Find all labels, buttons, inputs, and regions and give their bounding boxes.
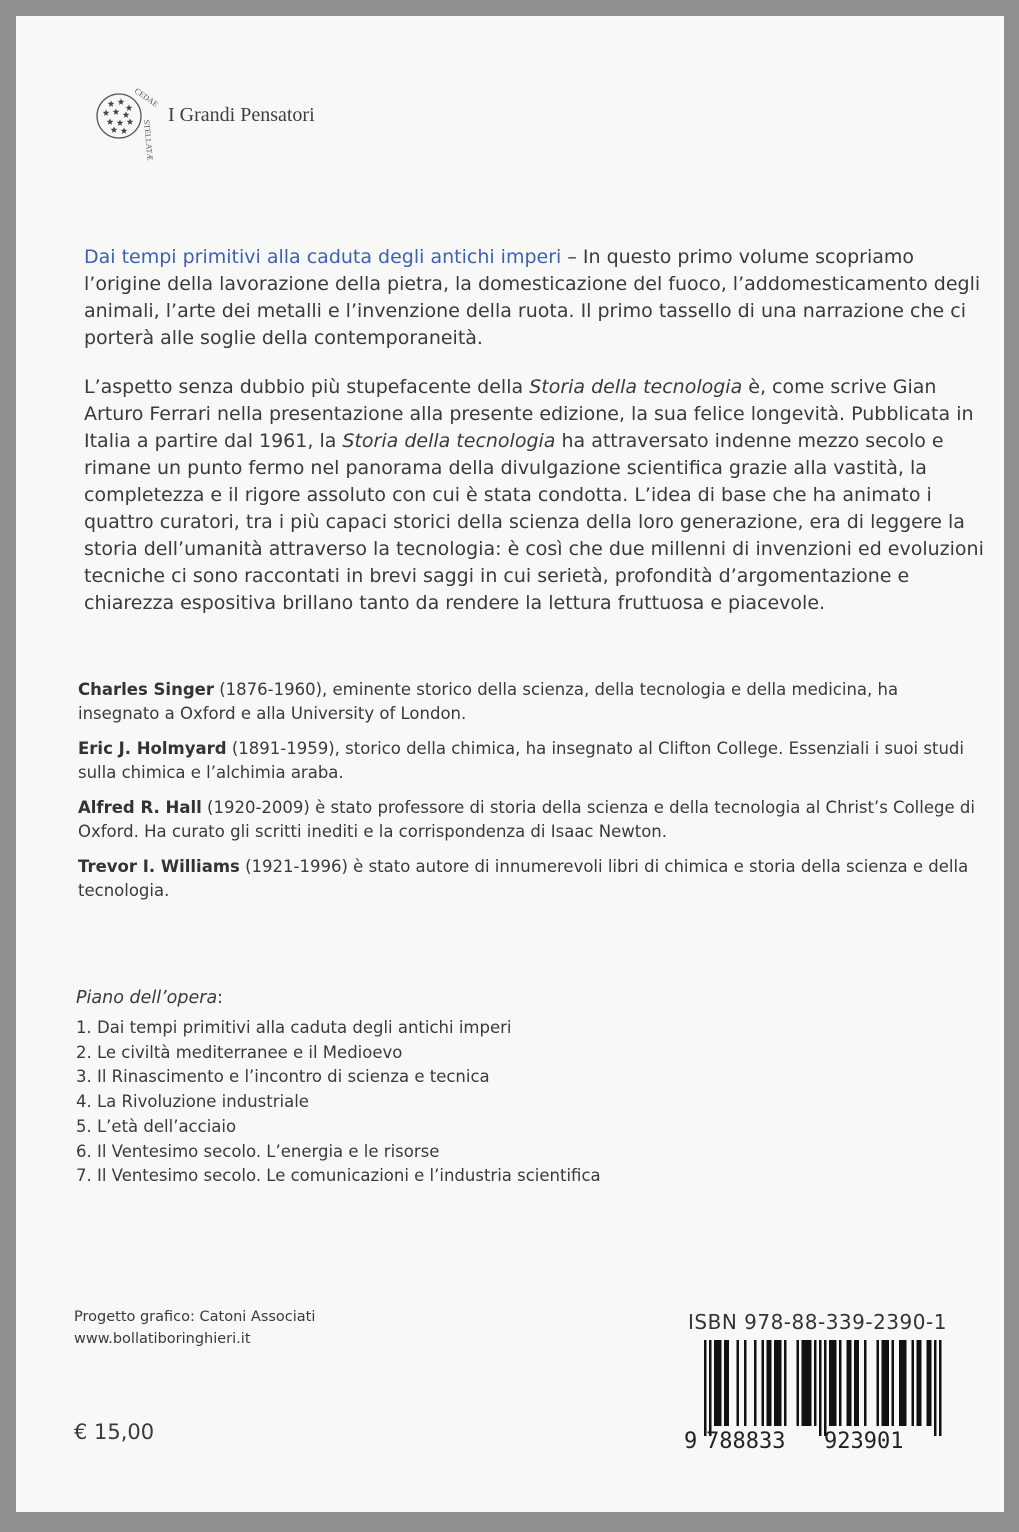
barcode-bar	[779, 1340, 782, 1426]
barcode-bar	[724, 1340, 727, 1426]
barcode-bar	[929, 1340, 932, 1426]
author-bio	[78, 737, 978, 785]
barcode-bar	[849, 1340, 852, 1426]
star-icon	[126, 104, 133, 111]
desc-part-3: ha attraversato indenne mezzo secolo e rimane un punto fermo nel panorama della divulgazione scientifica grazie alla vastità, la completezza e il rigore assoluto con cui è stata condotta. L’idea di base che ha animato i quattro curatori, tra i più capaci storici della scienza della loro generazione, era di leggere la storia dell’umanità attraverso la tecnologia: è così che due millenni di invenzioni ed evoluzioni tecniche ci sono raccontati in brevi saggi in cui serietà, profondità d’argomentazione e chiarezza espositiva brillano tanto da rendere la lettura fruttuosa e piacevole.	[84, 430, 984, 614]
barcode-bar	[927, 1340, 930, 1426]
author-bio	[78, 796, 978, 844]
barcode-bar	[839, 1340, 842, 1426]
star-icon	[127, 118, 134, 125]
barcode-bar	[847, 1340, 850, 1426]
list-item: 7. Il Ventesimo secolo. Le comunicazioni e l’industria scientifica	[76, 1166, 601, 1186]
author-bios	[78, 678, 978, 914]
publisher-logo	[86, 80, 160, 161]
credits	[74, 1306, 315, 1350]
work-title-2: Storia della tecnologia	[342, 430, 556, 452]
list-item: 3. Il Rinascimento e l’incontro di scienza e tecnica	[76, 1067, 490, 1087]
isbn-label: ISBN 978-88-339-2390-1	[688, 1310, 947, 1334]
plan-title-text: Piano dell’opera	[76, 988, 218, 1008]
barcode-bar	[829, 1340, 832, 1426]
author-name: Alfred R. Hall	[78, 798, 202, 817]
barcode-bar	[934, 1340, 937, 1436]
star-icon	[118, 98, 125, 105]
list-item: 4. La Rivoluzione industriale	[76, 1092, 309, 1112]
barcode-bar	[902, 1340, 905, 1426]
barcode-bar	[877, 1340, 880, 1426]
barcode-bar	[939, 1340, 942, 1436]
barcode-bar	[864, 1340, 867, 1426]
barcode-digit-first: 9	[684, 1429, 698, 1454]
volume-list	[76, 1016, 976, 1189]
desc-part-1: L’aspetto senza dubbio più stupefacente della	[84, 376, 530, 398]
barcode-bar	[774, 1340, 777, 1426]
author-bio-text: (1920-2009) è stato professore di storia della scienza e della tecnologia al Christ’s College di Oxford. Ha curato gli scritti inediti e la corrispondenza di Isaac Newton.	[78, 798, 975, 841]
barcode-bar	[754, 1340, 757, 1426]
barcode-bar	[824, 1340, 827, 1436]
barcode-bar	[904, 1340, 907, 1426]
book-back-cover	[16, 16, 1004, 1512]
barcode-bar	[737, 1340, 740, 1426]
barcode-bar	[832, 1340, 835, 1426]
barcode-bar	[717, 1340, 720, 1426]
barcode-bar	[719, 1340, 722, 1426]
barcode-bar	[857, 1340, 860, 1426]
barcode-bar	[917, 1340, 920, 1426]
barcode-bar	[767, 1340, 770, 1426]
barcode-bar	[769, 1340, 772, 1426]
barcode-bar	[802, 1340, 805, 1426]
list-item: 1. Dai tempi primitivi alla caduta degli antichi imperi	[76, 1018, 512, 1037]
svg-text:STELLATÆ: STELLATÆ	[142, 119, 155, 161]
isbn-barcode	[684, 1338, 946, 1454]
barcode-digits-left: 788833	[706, 1429, 786, 1454]
barcode-bar	[814, 1340, 817, 1426]
star-icon	[113, 108, 120, 115]
barcode-bar	[899, 1340, 902, 1426]
barcode-bar	[797, 1340, 800, 1426]
barcode-bar	[784, 1340, 787, 1426]
list-item: 6. Il Ventesimo secolo. L’energia e le risorse	[76, 1141, 440, 1161]
blurb-description	[84, 374, 984, 617]
intro-text: – In questo primo volume scopriamo l’origine della lavorazione della pietra, la domesticazione del fuoco, l’addomesticamento degli animali, l’arte dei metalli e l’invenzione della ruota. Il primo tassello di una narrazione che ci porterà alle soglie della contemporaneità.	[84, 246, 981, 349]
volume-title-highlight: Dai tempi primitivi alla caduta degli antichi imperi	[84, 246, 562, 268]
barcode-bar	[704, 1340, 707, 1436]
list-item: 2. Le civiltà mediterranee e il Medioevo	[76, 1042, 403, 1062]
series-header	[86, 80, 315, 161]
author-name: Trevor I. Williams	[78, 857, 240, 876]
barcode-bar	[809, 1340, 812, 1426]
barcode-bar	[819, 1340, 822, 1436]
plan-title	[76, 988, 976, 1008]
publisher-website: www.bollatiboringhieri.it	[74, 1331, 251, 1347]
barcode-bar	[912, 1340, 915, 1426]
star-icon	[111, 126, 118, 132]
star-icon	[117, 119, 124, 126]
star-icon	[123, 111, 130, 118]
author-bio-text: (1921-1996) è stato autore di innumerevoli libri di chimica e storia della scienza e della tecnologia.	[78, 857, 969, 900]
star-icon	[107, 118, 114, 125]
star-icon	[103, 109, 110, 116]
barcode-bar	[882, 1340, 885, 1426]
barcode-bar	[762, 1340, 765, 1426]
barcode-bar	[804, 1340, 807, 1426]
barcode-digits-right: 923901	[824, 1429, 904, 1454]
barcode-bar	[727, 1340, 730, 1426]
author-name: Charles Singer	[78, 680, 214, 699]
barcode-bar	[807, 1340, 810, 1426]
barcode-bar	[892, 1340, 895, 1426]
author-bio	[78, 678, 978, 726]
author-bio	[78, 855, 978, 903]
star-icon	[108, 100, 115, 107]
work-title-1: Storia della tecnologia	[529, 376, 743, 398]
barcode-bar	[919, 1340, 922, 1426]
barcode-bar	[884, 1340, 887, 1426]
star-icon	[121, 127, 128, 133]
svg-text:CEDAE: CEDAE	[132, 86, 160, 109]
barcode-bar	[744, 1340, 747, 1426]
blurb-intro	[84, 244, 984, 352]
series-name: I Grandi Pensatori	[168, 103, 315, 126]
plan-title-colon: :	[217, 988, 224, 1008]
barcode-bar	[714, 1340, 717, 1426]
author-name: Eric J. Holmyard	[78, 739, 227, 758]
desc-part-2: è, come scrive Gian Arturo Ferrari nella presentazione alla presente edizione, la sua felice longevità. Pubblicata in Italia a partire dal 1961, la	[84, 376, 974, 452]
blurb	[84, 244, 984, 617]
list-item: 5. L’età dell’acciaio	[76, 1116, 237, 1136]
barcode-bar	[887, 1340, 890, 1426]
work-plan	[76, 988, 976, 1189]
design-credit: Progetto grafico: Catoni Associati	[74, 1309, 316, 1325]
barcode-bar	[834, 1340, 837, 1426]
author-bio-text: (1876-1960), eminente storico della scienza, della tecnologia e della medicina, ha insegnato a Oxford e alla University of London.	[78, 680, 899, 723]
price: € 15,00	[74, 1420, 155, 1444]
barcode-bar	[709, 1340, 712, 1436]
author-bio-text: (1891-1959), storico della chimica, ha insegnato al Clifton College. Essenziali i suoi studi sulla chimica e l’alchimia araba.	[78, 739, 964, 782]
barcode-bar	[854, 1340, 857, 1426]
barcode-bar	[777, 1340, 780, 1426]
